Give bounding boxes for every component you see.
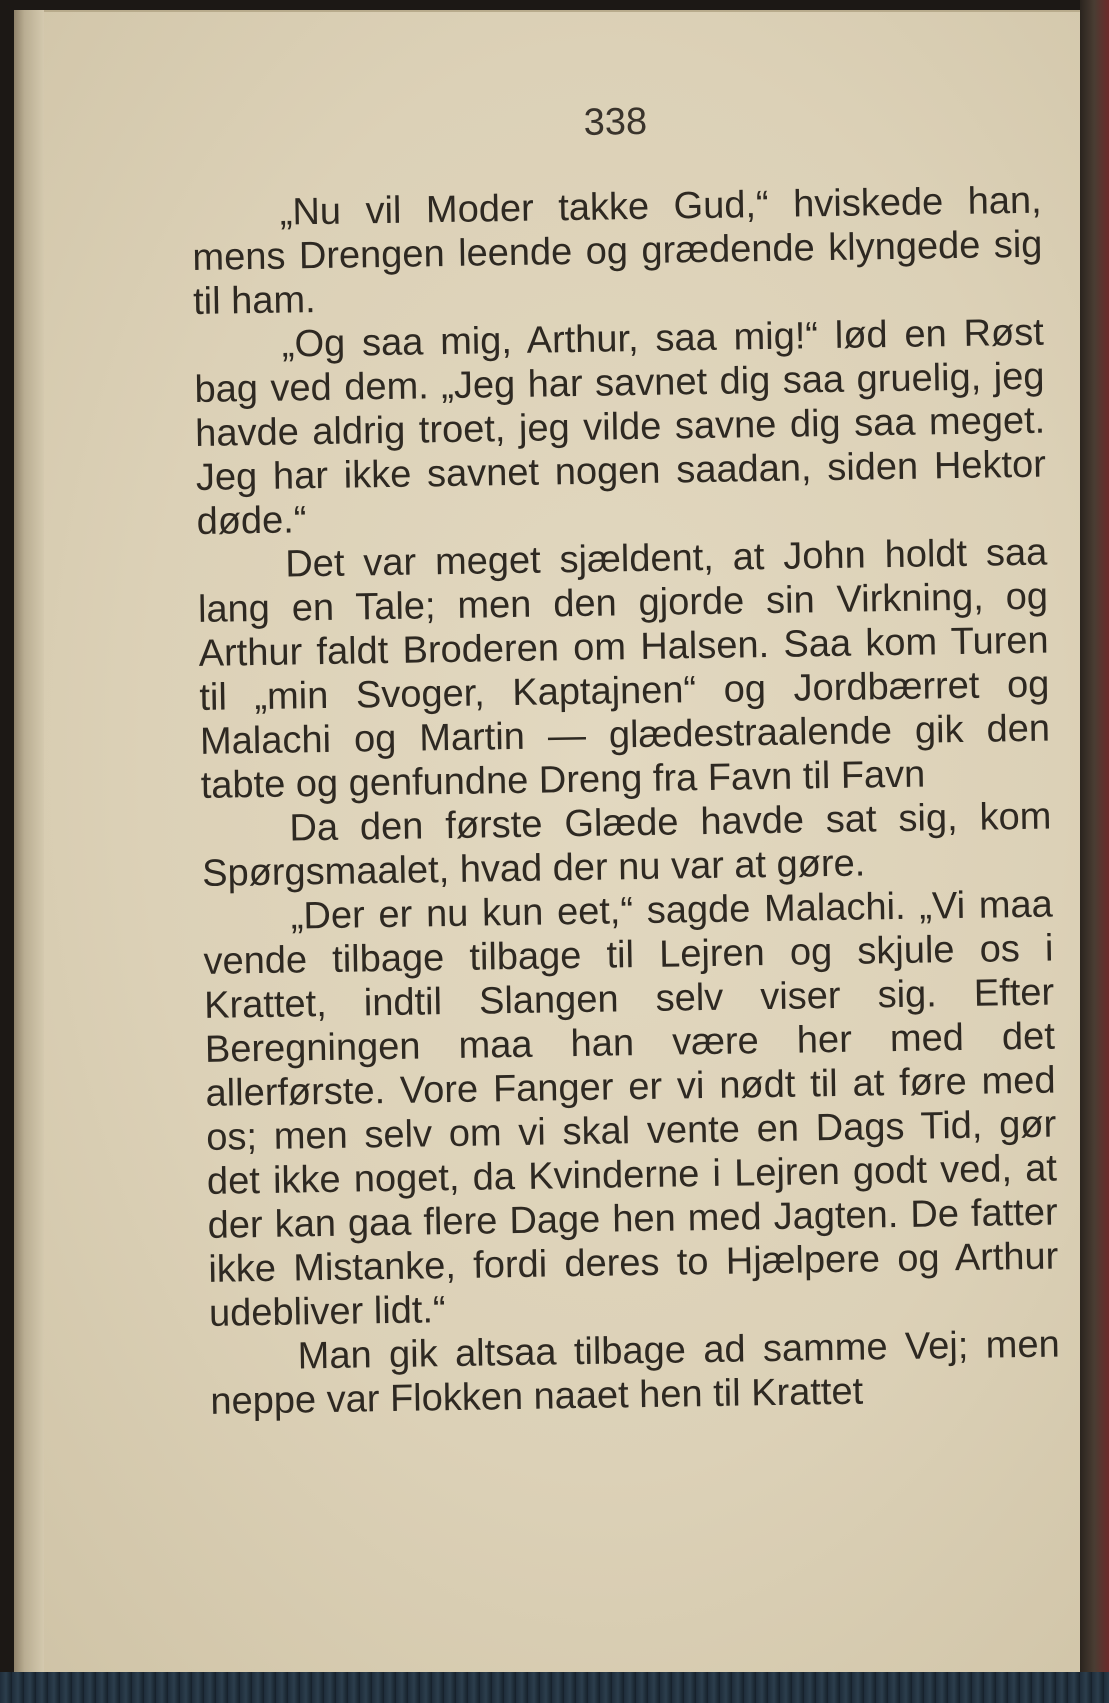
- paragraph: „Og saa mig, Arthur, saa mig!“ lød en Røst bag ved dem. „Jeg har savnet dig saa gruelig, jeg havde aldrig troet, jeg vilde savne dig saa meget. Jeg har ikke savnet nogen saadan, siden Hektor døde.“: [194, 311, 1047, 543]
- paragraph: „Der er nu kun eet,“ sagde Malachi. „Vi maa vende tilbage tilbage til Lejren og skjule os i Krattet, indtil Slangen selv viser sig. Efter Beregningen maa han være her med det allerførste. Vore Fanger er vi nødt til at føre med os; men selv om vi skal vente en Dags Tid, gør det ikke noget, da Kvinderne i Lejren godt ved, at der kan gaa flere Dage hen med Jagten. De fatter ikke Mistanke, fordi deres to Hjælpere og Arthur udebliver lidt.“: [203, 883, 1059, 1335]
- book-binding-strip: [0, 1672, 1109, 1703]
- paragraph: Det var meget sjældent, at John holdt saa lang en Tale; men den gjorde sin Virkning, og Arthur faldt Broderen om Halsen. Saa kom Turen til „min Svoger, Kaptajnen“ og Jordbærret og Malachi og Martin — glædestraalende gik den tabte og genfundne Dreng fra Favn til Favn: [197, 531, 1051, 807]
- paragraph: Da den første Glæde havde sat sig, kom Spørgsmaalet, hvad der nu var at gøre.: [201, 795, 1052, 895]
- paragraph: „Nu vil Moder takke Gud,“ hviskede han, mens Drengen leende og grædende klyngede sig til ham.: [192, 179, 1043, 323]
- book-cover-edge: [1080, 0, 1109, 1703]
- page-gutter: [14, 10, 44, 1675]
- page-number: 338: [583, 100, 648, 144]
- paragraph: Man gik altsaa tilbage ad samme Vej; men neppe var Flokken naaet hen til Krattet: [210, 1323, 1060, 1423]
- body-text: [191, 179, 1060, 1424]
